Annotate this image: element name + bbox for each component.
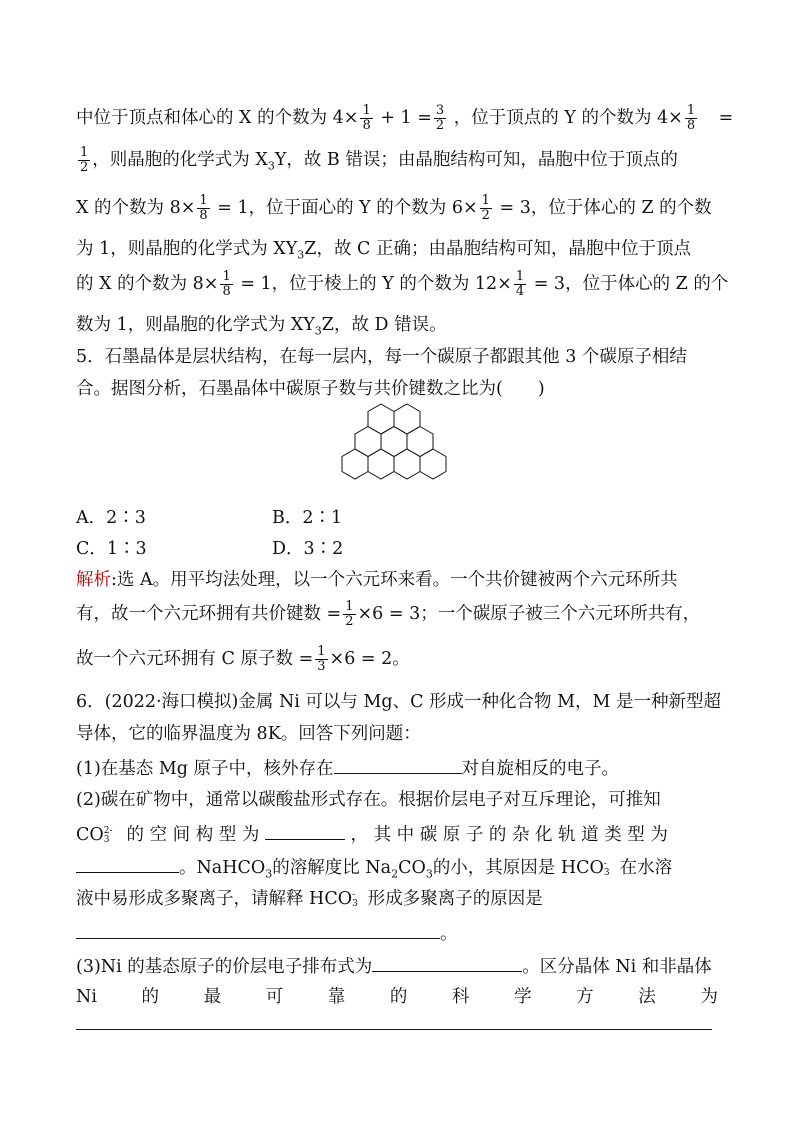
sol4-line-1 — [76, 103, 734, 133]
text: 。 — [440, 924, 458, 944]
hexagon — [368, 404, 394, 434]
q6-stem-line-2: 导体，它的临界温度为 8K。回答下列问题： — [76, 724, 421, 744]
text: ， 其 中 碳 原 子 的 杂 化 轨 道 类 型 为 — [350, 825, 668, 845]
word: 科 — [451, 987, 470, 1007]
ion-charge — [352, 891, 358, 909]
q5-options-row-1 — [76, 506, 718, 530]
subscript: 3 — [265, 867, 273, 881]
text: :选 A。用平均法处理，以一个六元环来看。一个共价键被两个六元环所共 — [111, 570, 678, 590]
q6-part2-line-2 — [76, 821, 718, 847]
word: 学 — [514, 987, 532, 1007]
denominator: 8 — [362, 118, 371, 133]
fraction — [197, 194, 209, 223]
text: 。NaHCO — [179, 858, 266, 878]
hexagon — [342, 449, 368, 479]
text: 中位于顶点和体心的 X 的个数为 4× — [76, 108, 359, 128]
text: Y，故 B 错误；由晶胞结构可知，晶胞中位于顶点的 — [274, 150, 678, 170]
subscript: 3 — [425, 867, 433, 881]
hexagon — [355, 427, 381, 457]
fraction — [78, 146, 90, 175]
denominator: 2 — [80, 160, 89, 175]
numerator: 1 — [362, 103, 371, 118]
numerator: 1 — [222, 269, 231, 284]
denominator: 8 — [199, 208, 208, 223]
q6-part3-line-2 — [76, 985, 718, 1009]
answer-blank-4[interactable] — [76, 920, 440, 939]
denominator: 4 — [515, 284, 525, 299]
text: (3)Ni 的基态原子的价层电子排布式为 — [76, 957, 373, 977]
text: ，则晶胞的化学式为 X — [92, 150, 268, 170]
text: Z，故 C 正确；由晶胞结构可知，晶胞中位于顶点 — [304, 239, 691, 259]
hexagon — [381, 427, 407, 457]
text: 。区分晶体 Ni 和非晶体 — [522, 957, 712, 977]
text: 液中易形成多聚离子，请解释 HCO — [76, 889, 353, 909]
answer-blank-3[interactable] — [76, 854, 179, 873]
ion-charge — [604, 860, 610, 878]
subscript: 3 — [352, 898, 358, 909]
q5-stem-line-2: 合。据图分析，石墨晶体中碳原子数与共价键数之比为( ) — [76, 379, 545, 399]
text: 对自旋相反的电子。 — [461, 759, 620, 779]
q5-options-row-2 — [76, 537, 718, 561]
fraction — [360, 104, 372, 133]
text: 数为 1，则晶胞的化学式为 XY — [76, 315, 315, 335]
numerator: 1 — [199, 193, 208, 208]
numerator: 1 — [317, 644, 326, 659]
analysis-label: 解析 — [76, 570, 111, 590]
hexagon — [394, 449, 420, 479]
q6-part2-line-3 — [76, 854, 718, 887]
word: 最 — [203, 987, 222, 1007]
sol4-line-4 — [76, 237, 718, 268]
text: 的溶解度比 Na — [272, 858, 392, 878]
text: (1)在基态 Mg 原子中，核外存在 — [76, 759, 334, 779]
subscript: 3 — [603, 867, 610, 878]
word: 靠 — [327, 987, 346, 1007]
answer-blank-6[interactable] — [76, 1029, 712, 1030]
numerator: 1 — [686, 103, 696, 118]
subscript: 3 — [103, 834, 110, 845]
numerator: 1 — [345, 599, 354, 614]
numerator: 1 — [481, 193, 490, 208]
fraction — [434, 104, 446, 133]
denominator: 2 — [435, 118, 445, 133]
word: 的 — [141, 987, 160, 1007]
text: 的 X 的个数为 8× — [76, 274, 219, 294]
subscript: 3 — [314, 324, 322, 338]
text: 形成多聚离子的原因是 — [367, 889, 543, 909]
text: 故一个六元环拥有 C 原子数 = — [76, 649, 314, 669]
fraction — [220, 270, 232, 299]
sol4-line-2 — [76, 146, 718, 179]
text: = 3，位于体心的 Z 的个 — [533, 274, 729, 294]
denominator: 3 — [317, 659, 326, 674]
word: 的 — [389, 987, 408, 1007]
option-b[interactable]: B．2∶1 — [272, 508, 343, 528]
q5-analysis-line-1 — [76, 568, 718, 592]
q5-analysis-line-3 — [76, 645, 718, 674]
answer-blank-1[interactable] — [334, 755, 462, 774]
hexagon — [394, 404, 420, 434]
sol4-line-3 — [76, 194, 718, 223]
word: 可 — [265, 987, 284, 1007]
numerator: 1 — [80, 145, 89, 160]
q6-part1 — [76, 755, 718, 781]
word: 方 — [576, 987, 594, 1007]
text: Z，故 D 错误。 — [321, 315, 447, 335]
subscript: 2 — [391, 867, 399, 881]
option-c[interactable]: C．1∶3 — [76, 539, 147, 559]
word: Ni — [76, 987, 97, 1007]
ion-charge — [104, 827, 113, 845]
text: ，位于顶点的 Y 的个数为 4× — [453, 108, 683, 128]
text: ×6 = 3；一个碳原子被三个六元环所共有， — [357, 604, 701, 624]
fraction — [315, 645, 327, 674]
word: 为 — [700, 987, 718, 1007]
fraction — [343, 600, 355, 629]
text: CO — [398, 858, 426, 878]
denominator: 2 — [345, 614, 354, 629]
text: = 3，位于体心的 Z 的个数 — [499, 198, 712, 218]
superscript: - — [352, 889, 356, 900]
text: 有，故一个六元环拥有共价键数 = — [76, 604, 342, 624]
fraction — [480, 194, 492, 223]
numerator: 1 — [515, 269, 525, 284]
numerator: 3 — [435, 103, 445, 118]
fraction — [514, 270, 526, 299]
word: 法 — [638, 987, 656, 1007]
subscript: 3 — [297, 248, 305, 262]
q6-part2-line-1: (2)碳在矿物中，通常以碳酸盐形式存在。根据价层电子对互斥理论，可推知 — [76, 790, 661, 810]
text: 在水溶 — [619, 858, 673, 878]
superscript: - — [603, 858, 607, 869]
text: 的小，其原因是 HCO — [432, 858, 604, 878]
q6-part2-line-4 — [76, 887, 718, 911]
q6-part2-line-5 — [76, 920, 718, 946]
fraction — [685, 104, 697, 133]
text: 为 1，则晶胞的化学式为 XY — [76, 239, 298, 259]
denominator: 8 — [686, 118, 696, 133]
text: X 的个数为 8× — [76, 198, 196, 218]
hexagon — [420, 449, 446, 479]
text: = 1，位于面心的 Y 的个数为 6× — [217, 198, 478, 218]
hexagon — [407, 427, 433, 457]
sol4-line-5 — [76, 269, 729, 299]
denominator: 8 — [222, 284, 231, 299]
subscript: 3 — [267, 159, 275, 173]
answer-blank-2[interactable] — [265, 821, 345, 840]
hexagon — [368, 449, 394, 479]
text: = — [718, 108, 734, 128]
text: ×6 = 2。 — [329, 649, 410, 669]
answer-blank-5[interactable] — [372, 953, 522, 972]
text: + 1 = — [380, 108, 432, 128]
text: CO — [76, 825, 104, 845]
q6-stem-line-1: 6．(2022·海口模拟)金属 Ni 可以与 Mg、C 形成一种化合物 M，M 是一种新型超 — [76, 692, 722, 712]
option-d[interactable]: D．3∶2 — [272, 539, 344, 559]
text: 的 空 间 构 型 为 — [126, 825, 260, 845]
q5-stem-line-1: 5．石墨晶体是层状结构，在每一层内，每一个碳原子都跟其他 3 个碳原子相结 — [76, 347, 687, 367]
text: = 1，位于棱上的 Y 的个数为 12× — [240, 274, 512, 294]
denominator: 2 — [481, 208, 490, 223]
option-a[interactable]: A．2∶3 — [76, 508, 146, 528]
q5-analysis-line-2 — [76, 600, 718, 629]
superscript: 2- — [103, 825, 113, 836]
graphite-hexagon-diagram — [330, 402, 464, 498]
q6-part3-line-1 — [76, 953, 718, 979]
sol4-line-6 — [76, 313, 718, 344]
